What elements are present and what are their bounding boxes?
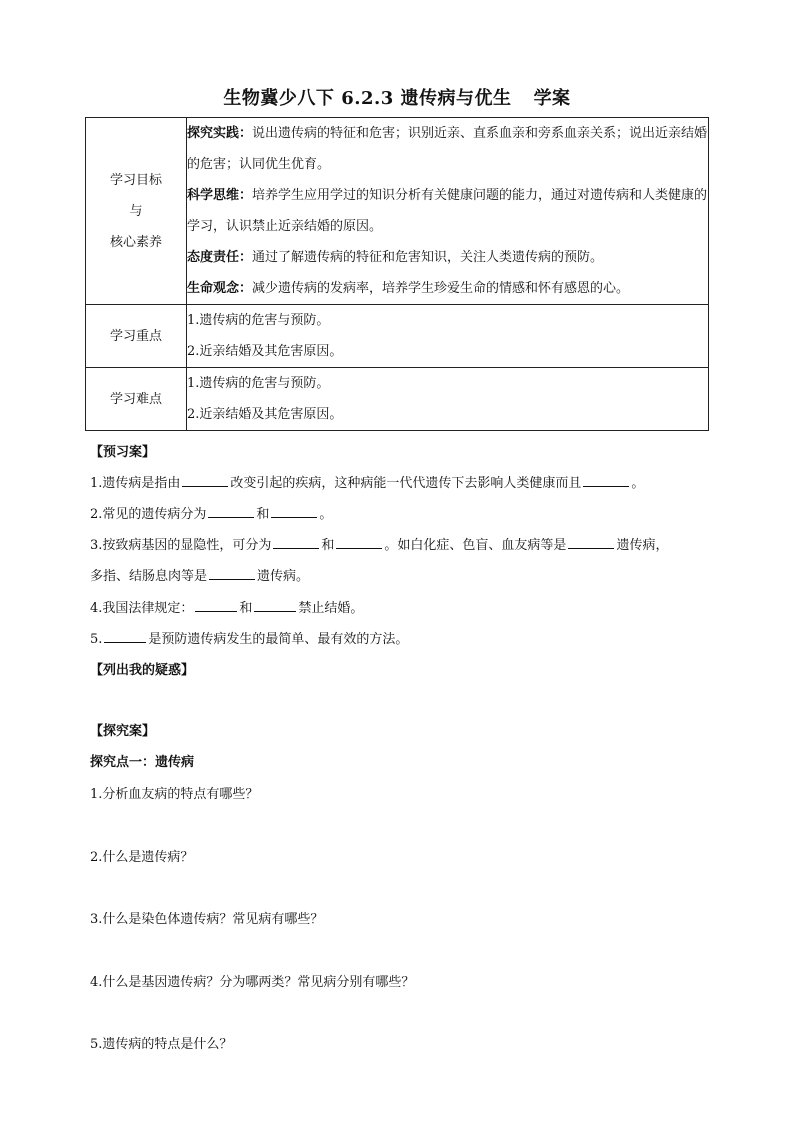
- explore-point-1: 探究点一：遗传病: [90, 755, 195, 770]
- objective-head: 生命观念：: [187, 281, 253, 296]
- q1-part: 1.遗传病是指由: [90, 476, 181, 491]
- objectives-label-line: 与: [129, 203, 143, 219]
- q3-part: 遗传病，: [616, 538, 669, 553]
- objective-item: [187, 242, 708, 273]
- explore-question: 3.什么是染色体遗传病？常见病有哪些？: [90, 912, 324, 927]
- q5-part: 5.: [90, 632, 103, 647]
- objective-text: 减少遗传病的发病率，培养学生珍爱生命的情感和怀有感恩的心。: [252, 281, 630, 296]
- explore-question: 4.什么是基因遗传病？分为哪两类？常见病分别有哪些？: [90, 975, 415, 990]
- objective-item: [187, 118, 708, 180]
- objective-head: 态度责任：: [187, 250, 253, 265]
- answer-blank[interactable]: [273, 536, 319, 549]
- difficult-point-item: 1.遗传病的危害与预防。: [187, 376, 330, 391]
- answer-blank[interactable]: [583, 474, 629, 487]
- objectives-label-line: 学习目标: [109, 172, 162, 188]
- q3b-part: 多指、结肠息肉等是: [90, 569, 208, 584]
- answer-blank[interactable]: [568, 536, 614, 549]
- objective-item: [187, 273, 708, 304]
- explore-question: 5.遗传病的特点是什么？: [90, 1037, 233, 1052]
- objectives-row: [86, 118, 709, 305]
- answer-blank[interactable]: [182, 474, 228, 487]
- answer-blank[interactable]: [336, 536, 382, 549]
- objectives-table: [85, 117, 709, 431]
- title-subtitle: 学案: [533, 88, 571, 109]
- explore-heading: 【探究案】: [90, 724, 156, 739]
- preview-question-1: [90, 472, 644, 491]
- q4-part: 禁止结婚。: [298, 601, 364, 616]
- preview-question-3-continued: [90, 565, 309, 584]
- q1-part: 。: [631, 476, 645, 491]
- objective-text: 通过了解遗传病的特征和危害知识，关注人类遗传病的预防。: [252, 250, 604, 265]
- q3-part: 3.按致病基因的显隐性，可分为: [90, 538, 272, 553]
- difficult-points-label: 学习难点: [86, 368, 187, 431]
- q2-part: 和: [256, 507, 270, 522]
- objectives-label-line: 核心素养: [109, 234, 162, 250]
- answer-blank[interactable]: [208, 505, 254, 518]
- preview-heading: 【预习案】: [90, 445, 156, 460]
- preview-question-3: [90, 534, 668, 553]
- q2-part: 2.常见的遗传病分为: [90, 507, 207, 522]
- page-title: [0, 84, 794, 110]
- title-text: 生物冀少八下 6.2.3 遗传病与优生: [223, 88, 512, 109]
- explore-question: 1.分析血友病的特点有哪些？: [90, 787, 259, 802]
- objectives-content-cell: [187, 118, 709, 305]
- q3-part: 和: [321, 538, 335, 553]
- key-point-item: 1.遗传病的危害与预防。: [187, 313, 330, 328]
- preview-question-2: [90, 503, 332, 522]
- explore-question: 2.什么是遗传病？: [90, 850, 194, 865]
- answer-blank[interactable]: [104, 630, 146, 643]
- key-points-row: [86, 305, 709, 368]
- q4-part: 和: [239, 601, 253, 616]
- q2-part: 。: [319, 507, 333, 522]
- objectives-label-cell: [86, 118, 187, 305]
- difficult-point-item: 2.近亲结婚及其危害原因。: [187, 407, 343, 422]
- q3b-part: 遗传病。: [257, 569, 310, 584]
- key-points-label: 学习重点: [86, 305, 187, 368]
- difficult-points-row: [86, 368, 709, 431]
- doubts-heading: 【列出我的疑惑】: [90, 663, 195, 678]
- q1-part: 改变引起的疾病，这种病能一代代遗传下去影响人类健康而且: [230, 476, 582, 491]
- key-point-item: 2.近亲结婚及其危害原因。: [187, 344, 343, 359]
- key-points-content: [187, 305, 709, 368]
- answer-blank[interactable]: [271, 505, 317, 518]
- answer-blank[interactable]: [254, 599, 296, 612]
- q3-part: 。如白化症、色盲、血友病等是: [384, 538, 567, 553]
- objective-item: [187, 180, 708, 242]
- objective-head: 科学思维：: [187, 188, 253, 203]
- preview-question-4: [90, 597, 363, 616]
- answer-blank[interactable]: [195, 599, 237, 612]
- answer-blank[interactable]: [209, 567, 255, 580]
- objective-text: 说出遗传病的特征和危害；识别近亲、直系血亲和旁系血亲关系；说出近亲结婚的危害；认同优生优育。: [187, 126, 708, 172]
- objective-head: 探究实践：: [187, 126, 253, 141]
- objective-text: 培养学生应用学过的知识分析有关健康问题的能力，通过对遗传病和人类健康的学习，认识禁止近亲结婚的原因。: [187, 188, 708, 234]
- preview-question-5: [90, 628, 408, 647]
- q4-part: 4.我国法律规定：: [90, 601, 194, 616]
- difficult-points-content: [187, 368, 709, 431]
- q5-part: 是预防遗传病发生的最简单、最有效的方法。: [148, 632, 409, 647]
